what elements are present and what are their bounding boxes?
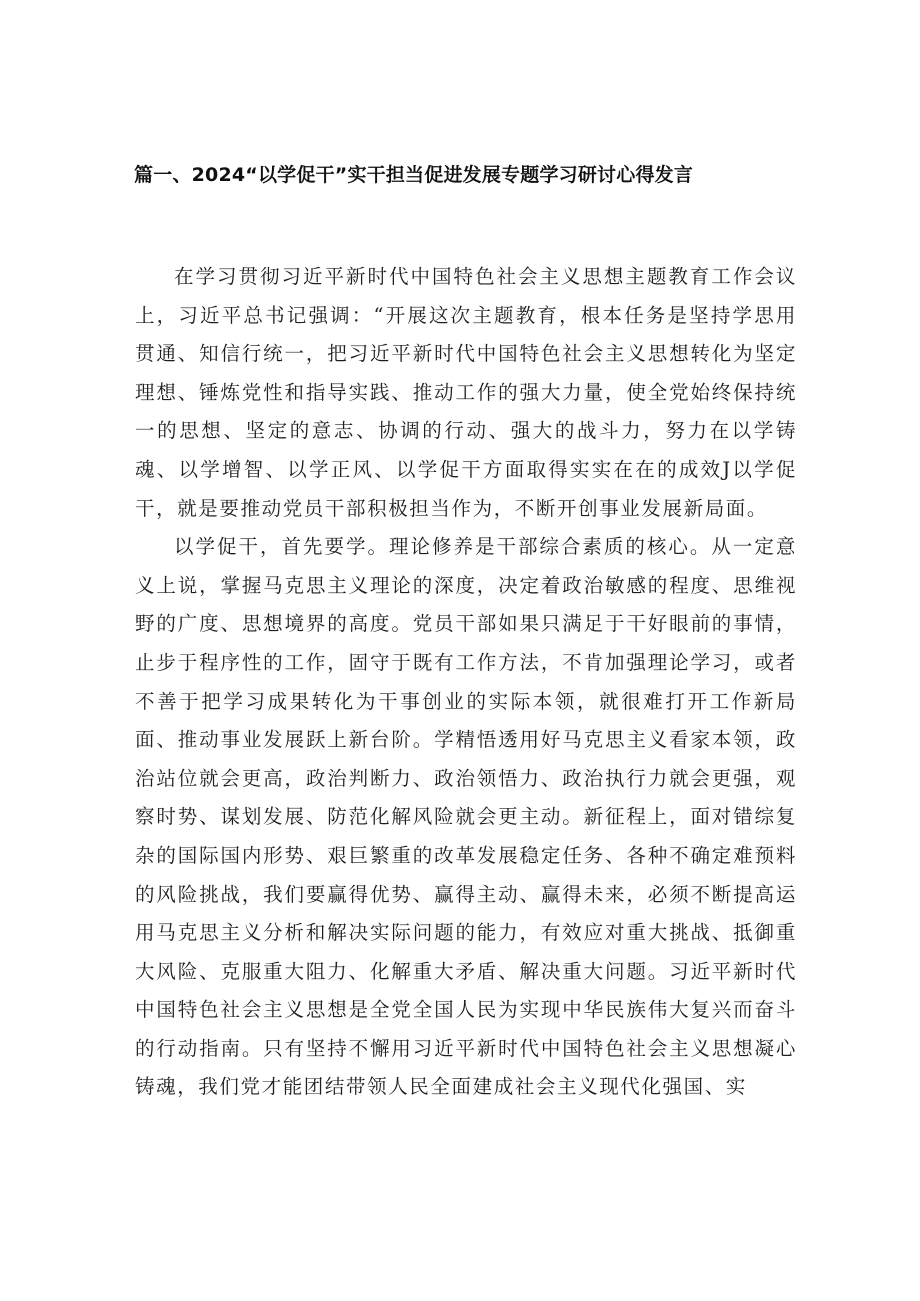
body-paragraph: 以学促干，首先要学。理论修养是干部综合素质的核心。从一定意义上说，掌握马克思主义理论的深度，决定着政治敏感的程度、思维视野的广度、思想境界的高度。党员干部如果只满足于干好眼前的事情，止步于程序性的工作，固守于既有工作方法，不肯加强理论学习，或者不善于把学习成果转化为干事创业的实际本领，就很难打开工作新局面、推动事业发展跃上新台阶。学精悟透用好马克思主义看家本领，政治站位就会更高，政治判断力、政治领悟力、政治执行力就会更强，观察时势、谋划发展、防范化解风险就会更主动。新征程上，面对错综复杂的国际国内形势、艰巨繁重的改革发展稳定任务、各种不确定难预料的风险挑战，我们要赢得优势、赢得主动、赢得未来，必须不断提高运用马克思主义分析和解决实际问题的能力，有效应对重大挑战、抵御重大风险、克服重大阻力、化解重大矛盾、解决重大问题。习近平新时代中国特色社会主义思想是全党全国人民为实现中华民族伟大复兴而奋斗的行动指南。只有坚持不懈用习近平新时代中国特色社会主义思想凝心铸魂，我们党才能团结带领人民全面建成社会主义现代化强国、实 [135, 535, 797, 1099]
document-body [135, 258, 797, 1107]
body-paragraph: 在学习贯彻习近平新时代中国特色社会主义思想主题教育工作会议上，习近平总书记强调：“开展这次主题教育，根本任务是坚持学思用贯通、知信行统一，把习近平新时代中国特色社会主义思想转化为坚定理想、锤炼党性和指导实践、推动工作的强大力量，使全党始终保持统一的思想、坚定的意志、协调的行动、强大的战斗力，努力在以学铸魂、以学增智、以学正风、以学促干方面取得实实在在的成效J以学促干，就是要推动党员干部积极担当作为，不断开创事业发展新局面。 [135, 265, 797, 520]
document-title: 篇一、2024“以学促干”实干担当促进发展专题学习研讨心得发言 [134, 164, 694, 186]
